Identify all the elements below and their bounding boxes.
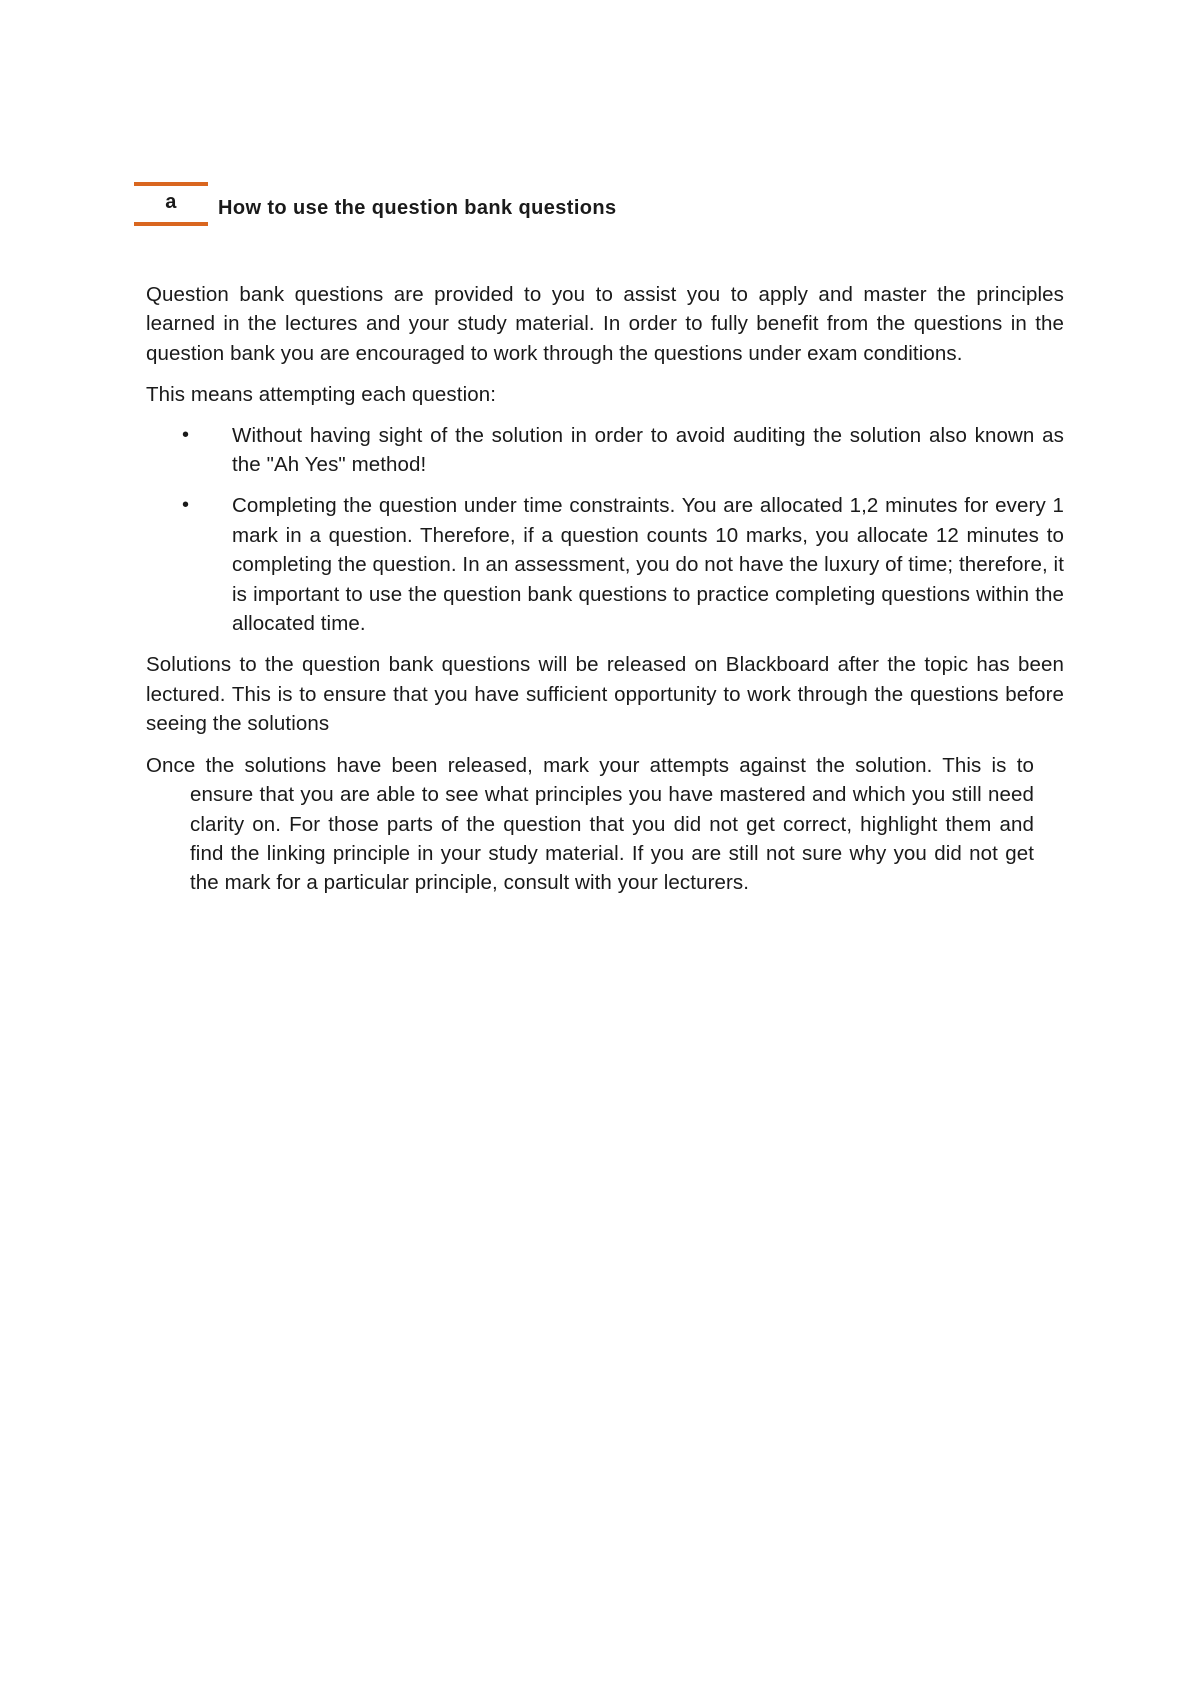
intro-paragraph: Question bank questions are provided to you to assist you to apply and master the principles learned in the lectures and your study material. In order to fully benefit from the questions in the question bank you are encouraged to work through the questions under exam conditions. bbox=[146, 283, 1064, 365]
list-item bbox=[146, 421, 1064, 480]
section-heading bbox=[134, 182, 1064, 230]
heading-number: a bbox=[165, 191, 177, 213]
bullet-icon: • bbox=[182, 423, 190, 446]
bullet-icon: • bbox=[182, 494, 190, 517]
list-item-text: Without having sight of the solution in order to avoid auditing the solution also known as the "Ah Yes" method! bbox=[232, 423, 1064, 477]
list-item-text: Completing the question under time constraints. You are allocated 1,2 minutes for every 1 mark in a question. Therefore, if a question counts 10 marks, you allocate 12 minutes to completing the question. In an assessment, you do not have the luxury of time; therefore, it is important to use the question bank questions to practice completing questions within the allocated time. bbox=[232, 494, 1064, 636]
bullet-list bbox=[146, 421, 1064, 639]
once-paragraph: Once the solutions have been released, mark your attempts against the solution. This is to ensure that you are able to see what principles you have mastered and which you still need clarity on. For those parts of the question that you did not get correct, highlight them and find the linking principle in your study material. If you are still not sure why you did not get the mark for a particular principle, consult with your lecturers. bbox=[146, 753, 1034, 895]
means-paragraph: This means attempting each question: bbox=[146, 383, 497, 407]
heading-title: How to use the question bank questions bbox=[218, 197, 617, 219]
body-text bbox=[146, 280, 1064, 910]
list-item bbox=[146, 491, 1064, 638]
solutions-paragraph: Solutions to the question bank questions will be released on Blackboard after the topic has been lectured. This is to ensure that you have sufficient opportunity to work through the questions before seeing the solutions bbox=[146, 653, 1064, 736]
